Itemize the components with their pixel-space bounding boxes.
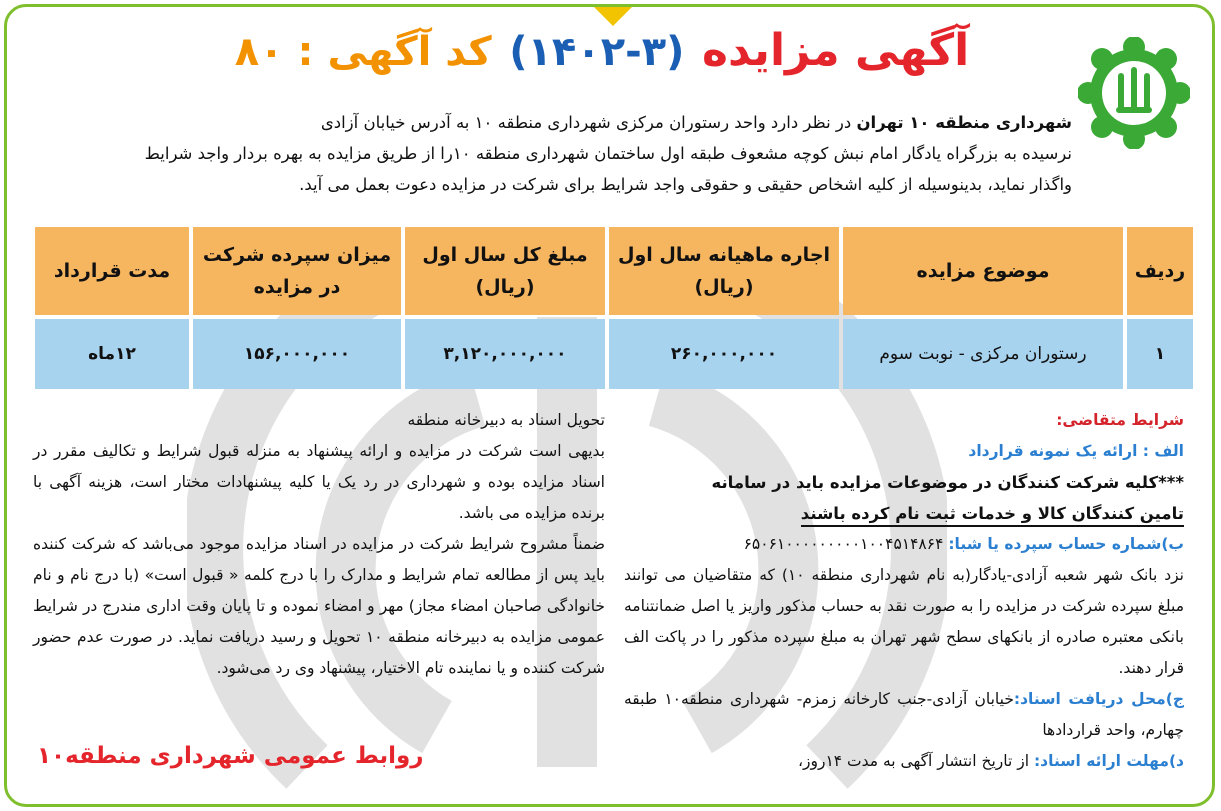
condition-d [624,746,1184,777]
cell-monthly-rent: ۲۶۰,۰۰۰,۰۰۰ [609,319,839,389]
condition-b-text: نزد بانک شهر شعبه آزادی-یادگار(به نام شهرداری منطقه ۱۰) که متقاضیان می توانند مبلغ سپرده شرکت در مزایده را به صورت نقد به حساب مذکور واریز یا اصل ضمانتنامه بانکی معتبره صادره از بانکهای سطح شهر تهران به مبلغ سپرده مذکور را در پاکت الف قرار دهند. [624,566,1184,677]
header-monthly-rent: اجاره ماهیانه سال اول (ریال) [609,227,839,315]
top-notch-decoration [591,4,635,26]
ad-frame [4,4,1215,807]
table-header-row [35,227,1193,315]
condition-c-label: ج)محل دریافت اسناد: [1013,690,1184,708]
terms-p3: ضمناً مشروح شرایط شرکت در مزایده در اسناد مزایده موجود می‌باشد که شرکت کننده باید پس از مطالعه تمام شرایط و مدارک را با درج کلمه « قبول است» (با درج نام و نام خانوادگی صاحبان امضاء مجاز) مهر و امضاء نموده و تا پایان وقت اداری مندرج در شرایط عمومی مزایده به دبیرخانه منطقه ۱۰ تحویل و رسید دریافت نماید. در صورت عدم حضور شرکت کننده و یا نماینده تام الاختیار، پیشنهاد وی رد می‌شود. [33,535,605,677]
intro-line-3: واگذار نماید، بدینوسیله از کلیه اشخاص حقیقی و حقوقی واجد شرایط برای شرکت در مزایده دعوت بعمل می آید. [299,175,1072,194]
header-total-first-year: مبلغ کل سال اول (ریال) [405,227,605,315]
condition-d-text: از تاریخ انتشار آگهی به مدت ۱۴روز، [797,752,1030,770]
registration-note-line-2: تامین کنندگان کالا و خدمات ثبت نام کرده باشند [801,504,1184,527]
public-relations-signature: روابط عمومی شهرداری منطقه۱۰ [37,743,424,769]
title-ad-code: کد آگهی : ۸۰ [234,29,492,75]
cell-subject: رستوران مرکزی - نوبت سوم [843,319,1123,389]
condition-c [624,684,1184,746]
conditions-heading: شرایط متقاضی: [1056,411,1184,429]
cell-contract-duration: ۱۲ماه [35,319,189,389]
cell-row-number: ۱ [1127,319,1193,389]
auction-table [31,223,1197,393]
condition-b [624,529,1184,560]
condition-d-label: د)مهلت ارائه اسناد: [1033,752,1184,770]
cell-deposit: ۱۵۶,۰۰۰,۰۰۰ [193,319,401,389]
intro-paragraph [47,107,1072,200]
tehran-municipality-logo-icon [1078,37,1190,149]
terms-p1: تحویل اسناد به دبیرخانه منطقه [407,411,605,429]
terms-column [33,405,605,684]
registration-note-line-2-wrap [624,498,1184,529]
intro-line-2: نرسیده به بزرگراه یادگار امام نبش کوچه مشعوف طبقه اول ساختمان شهرداری منطقه ۱۰را از طریق مزایده به بهره بردار واجد شرایط [144,144,1072,163]
header-row-number: ردیف [1127,227,1193,315]
header-subject: موضوع مزایده [843,227,1123,315]
header-contract-duration: مدت قرارداد [35,227,189,315]
condition-c-text: خیابان آزادی-جنب کارخانه زمزم- شهرداری منطقه۱۰ طبقه چهارم، واحد قراردادها [624,690,1184,739]
account-number: ۶۵۰۶۱۰۰۰۰۰۰۰۰۰۱۰۰۴۵۱۴۸۶۴ [743,535,944,553]
intro-lead: شهرداری منطقه ۱۰ تهران [856,113,1072,132]
header-deposit: میزان سپرده شرکت در مزایده [193,227,401,315]
registration-note-line-1: ***کلیه شرکت کنندگان در موضوعات مزایده باید در سامانه [711,473,1184,492]
cell-total-first-year: ۳,۱۲۰,۰۰۰,۰۰۰ [405,319,605,389]
condition-b-label: ب)شماره حساب سپرده یا شبا: [948,535,1184,553]
title-year-code: (۳-۱۴۰۲) [509,29,685,75]
intro-line-1 [47,107,1072,138]
table-row [35,319,1193,389]
terms-p2: بدیهی است شرکت در مزایده و ارائه پیشنهاد به منزله قبول شرایط و تکالیف مقرر در اسناد مزایده بوده و شهرداری در رد یک یا کلیه پیشنهادات مختار است، هزینه آگهی با برنده مزایده می باشد. [33,442,605,522]
conditions-column [624,405,1184,777]
intro-line1-rest: در نظر دارد واحد رستوران مرکزی شهرداری منطقه ۱۰ به آدرس خیابان آزادی [320,113,852,132]
title-main: آگهی مزایده [702,25,970,76]
condition-a: الف : ارائه یک نمونه قرارداد [968,442,1184,460]
ad-title [152,25,1052,105]
